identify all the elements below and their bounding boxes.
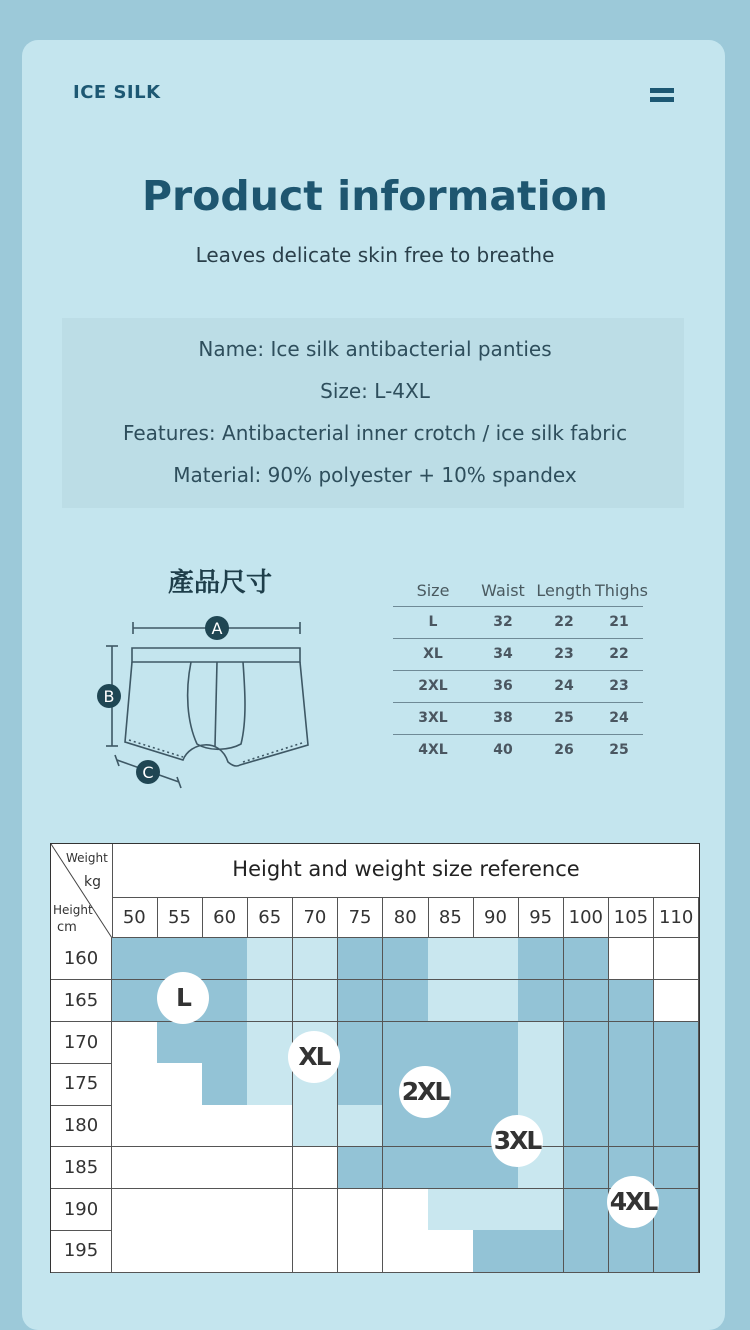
size-grid-cell [293,1230,339,1272]
corner-header [51,844,113,938]
size-grid-cell [338,1189,384,1231]
weight-header-cell: 70 [293,897,339,938]
menu-icon[interactable] [650,88,674,106]
size-grid-cell [338,1022,384,1064]
size-grid-cell [112,1105,158,1147]
height-header-cell: 195 [51,1230,112,1272]
size-grid-cell [338,1063,384,1105]
size-grid-cell [473,1063,519,1105]
reference-title: Height and weight size reference [113,844,699,898]
size-grid-cell [564,1230,610,1272]
weight-header-cell: 105 [609,897,655,938]
size-badge-3xl: 3XL [491,1115,543,1167]
size-badge-4xl: 4XL [607,1176,659,1228]
size-table-header [393,575,648,606]
weight-header-cell: 110 [654,897,700,938]
info-size: Size: L-4XL [320,379,430,403]
size-grid-cell [338,1105,384,1147]
size-grid-cell [564,1189,610,1231]
underwear-diagram-icon [95,612,325,797]
height-header-cell: 170 [51,1022,112,1064]
weight-header-cell: 65 [247,897,293,938]
weight-header-cell: 100 [564,897,610,938]
height-header-cell: 160 [51,938,112,980]
marker-b: B [103,687,115,706]
height-header-cell: 175 [51,1063,112,1105]
cell-thighs: 23 [609,678,629,694]
weight-header-cell: 80 [383,897,429,938]
size-grid-cell [157,1230,203,1272]
size-grid-cell [428,1189,474,1231]
brand-logo: ICE SILK [73,82,161,103]
cell-waist: 34 [493,646,513,662]
height-header-cell: 185 [51,1147,112,1189]
size-grid-cell [293,1147,339,1189]
size-grid-cell [654,1063,700,1105]
size-grid-cell [112,1230,158,1272]
size-grid-cell [202,1022,248,1064]
cell-waist: 32 [493,614,513,630]
size-badge-xl: XL [288,1031,340,1083]
size-grid-cell [157,1147,203,1189]
size-grid-cell [112,1147,158,1189]
size-grid-cell [202,1105,248,1147]
col-size: Size [416,581,450,600]
marker-c: C [142,763,154,782]
size-grid-cell [428,938,474,980]
size-grid-cell [518,980,564,1022]
size-grid-cell [383,1189,429,1231]
size-grid-cell [564,1105,610,1147]
table-row [393,670,643,702]
page-title: Product information [141,172,608,220]
cell-size: 2XL [418,678,448,694]
size-grid-cell [247,1189,293,1231]
cell-length: 22 [554,614,574,630]
corner-kg: kg [84,874,101,890]
height-header-cell: 190 [51,1189,112,1231]
size-grid-cell [202,1063,248,1105]
size-grid-cell [247,1022,293,1064]
size-grid-cell [383,1147,429,1189]
size-grid-cell [247,980,293,1022]
corner-height: Height [53,903,93,917]
size-badge-2xl: 2XL [399,1066,451,1118]
size-grid-cell [564,1147,610,1189]
size-grid-cell [202,1230,248,1272]
col-thighs: Thighs [595,581,648,600]
corner-cm: cm [57,920,77,935]
cell-size: 4XL [418,742,448,758]
table-row [393,606,643,638]
corner-weight: Weight [66,851,108,865]
size-grid-cell [518,1189,564,1231]
size-grid-cell [609,1022,655,1064]
size-grid-cell [609,1230,655,1272]
page-subtitle: Leaves delicate skin free to breathe [195,243,555,267]
height-weight-table [50,843,700,1273]
info-material: Material: 90% polyester + 10% spandex [173,463,577,487]
size-grid-cell [654,1105,700,1147]
size-grid-cell [202,1147,248,1189]
marker-a: A [211,619,223,638]
cell-waist: 36 [493,678,513,694]
size-grid-cell [247,1230,293,1272]
weight-header-cell: 50 [112,897,158,938]
size-grid-cell [609,980,655,1022]
size-grid-cell [157,1105,203,1147]
cell-waist: 38 [493,710,513,726]
weight-header-cell: 75 [338,897,384,938]
size-grid-cell [112,1189,158,1231]
size-grid-cell [473,1189,519,1231]
size-grid-cell [202,938,248,980]
size-grid-cell [473,1230,519,1272]
weight-header-cell: 55 [157,897,203,938]
cell-size: 3XL [418,710,448,726]
size-table [393,575,648,766]
size-grid-cell [473,938,519,980]
size-grid-cell [383,1230,429,1272]
info-name: Name: Ice silk antibacterial panties [198,337,552,361]
size-grid-cell [383,938,429,980]
size-grid-cell [202,980,248,1022]
cell-length: 24 [554,678,574,694]
size-grid-cell [247,1105,293,1147]
table-row [393,702,643,734]
size-grid-cell [654,1230,700,1272]
size-grid-cell [654,980,700,1022]
cell-length: 25 [554,710,574,726]
size-chart-title: 產品尺寸 [167,568,272,598]
height-header-cell: 180 [51,1105,112,1147]
cell-size: XL [423,646,443,662]
size-grid-cell [112,980,158,1022]
cell-thighs: 24 [609,710,629,726]
size-grid-cell [428,1022,474,1064]
size-grid-cell [112,1022,158,1064]
size-grid-cell [247,1063,293,1105]
size-grid-cell [157,1189,203,1231]
height-header-cell: 165 [51,980,112,1022]
cell-thighs: 25 [609,742,629,758]
size-grid-cell [564,980,610,1022]
weight-header-cell: 90 [473,897,519,938]
size-grid-cell [338,938,384,980]
table-row [393,734,643,766]
cell-size: L [428,614,438,630]
size-grid-cell [654,938,700,980]
size-grid-cell [518,1063,564,1105]
size-grid-cell [564,938,610,980]
size-grid-cell [473,980,519,1022]
size-grid-cell [383,1022,429,1064]
size-badge-l: L [157,972,209,1024]
size-grid-cell [654,1022,700,1064]
size-grid-cell [518,1022,564,1064]
size-grid-cell [428,980,474,1022]
size-grid-cell [428,1230,474,1272]
info-features: Features: Antibacterial inner crotch / ice silk fabric [122,421,628,445]
col-length: Length [536,581,592,600]
size-grid-cell [518,938,564,980]
size-grid-cell [293,1105,339,1147]
table-row [393,638,643,670]
cell-thighs: 21 [609,614,629,630]
size-grid-cell [609,1063,655,1105]
size-grid-cell [293,938,339,980]
size-grid-cell [383,980,429,1022]
cell-length: 26 [554,742,574,758]
cell-thighs: 22 [609,646,629,662]
size-grid-cell [338,980,384,1022]
size-grid-cell [112,938,158,980]
size-grid-cell [473,1022,519,1064]
size-grid-cell [609,1105,655,1147]
col-waist: Waist [481,581,525,600]
size-grid-cell [564,1063,610,1105]
size-grid-cell [202,1189,248,1231]
size-grid-cell [112,1063,158,1105]
size-grid-cell [157,1063,203,1105]
size-grid-cell [654,1189,700,1231]
size-grid-cell [654,1147,700,1189]
size-grid-cell [428,1147,474,1189]
size-grid-cell [247,1147,293,1189]
cell-length: 23 [554,646,574,662]
size-grid-cell [247,938,293,980]
weight-header-cell: 85 [428,897,474,938]
weight-header-cell: 60 [202,897,248,938]
size-grid-cell [564,1022,610,1064]
size-grid-cell [338,1230,384,1272]
size-grid-cell [293,1189,339,1231]
size-grid-cell [157,1022,203,1064]
size-grid-cell [609,938,655,980]
weight-header-cell: 95 [518,897,564,938]
cell-waist: 40 [493,742,513,758]
size-grid-cell [518,1230,564,1272]
size-grid-cell [338,1147,384,1189]
size-grid-cell [293,980,339,1022]
